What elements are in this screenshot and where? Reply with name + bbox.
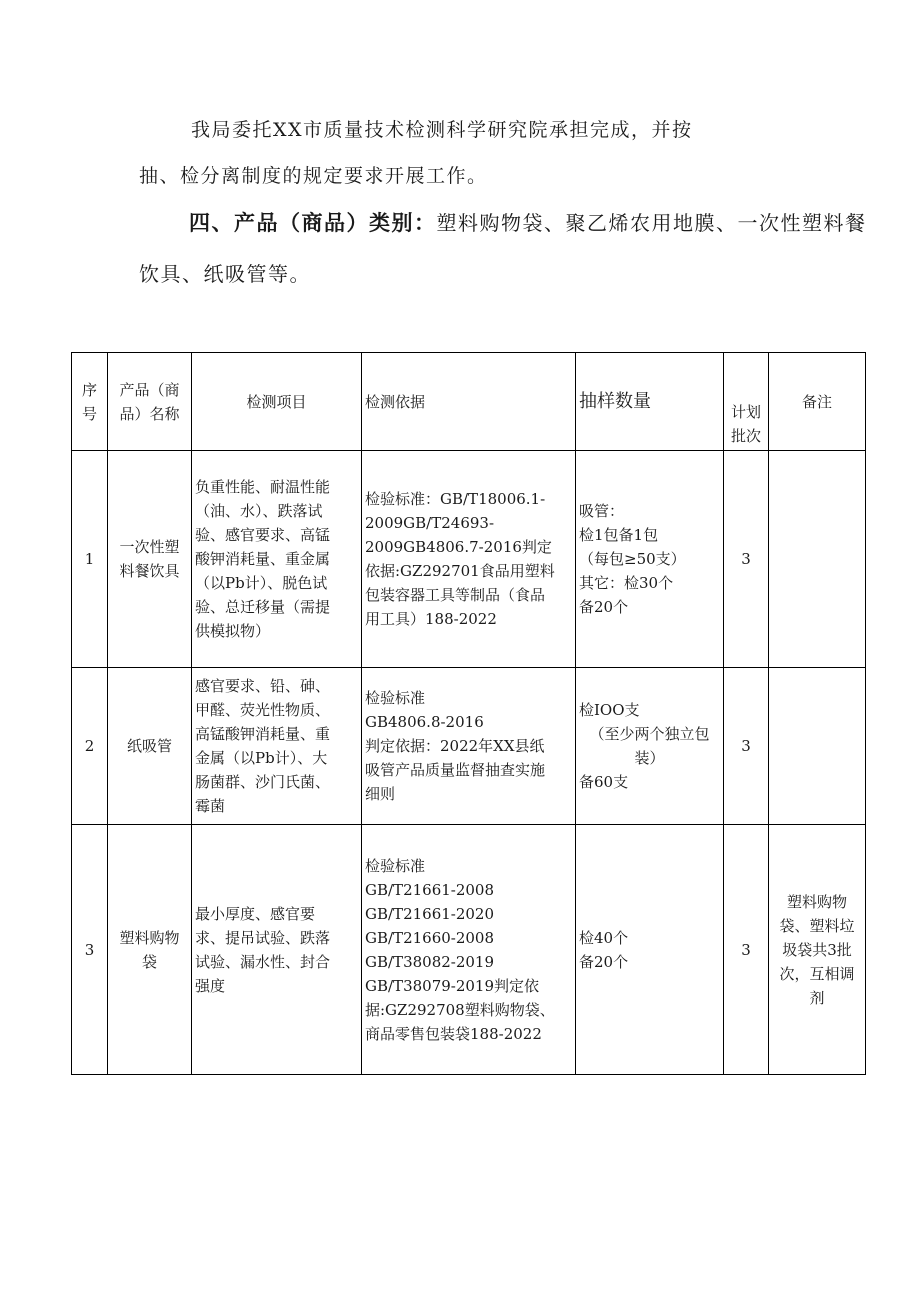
header-test-items: 检测项目 <box>192 353 362 451</box>
table-row <box>72 825 866 1075</box>
row-test-basis: 检验标准 GB4806.8-2016 判定依据：2022年XX县纸 吸管产品质量监督抽查实施 细则 <box>362 668 576 825</box>
row-test-basis: 检验标准 GB/T21661-2008 GB/T21661-2020 GB/T21660-2008 GB/T38082-2019 GB/T38079-2019判定依 据:GZ292708塑料购物袋、 商品零售包装袋188-2022 <box>362 825 576 1075</box>
table-row <box>72 451 866 668</box>
row-planned-batches: 3 <box>724 825 769 1075</box>
row-test-basis: 检验标准：GB/T18006.1- 2009GB/T24693- 2009GB4806.7-2016判定 依据:GZ292701食品用塑料 包装容器工具等制品（食品 用工具）188-2022 <box>362 451 576 668</box>
paragraph-line-1: 我局委托XX市质量技术检测科学研究院承担完成，并按 <box>191 119 693 141</box>
row-seq: 2 <box>72 668 108 825</box>
table-header-row <box>72 353 866 451</box>
row-sample-qty: 吸管： 检1包备1包 （每包≥50支） 其它：检30个 备20个 <box>576 451 724 668</box>
header-sample-qty: 抽样数量 <box>576 353 724 451</box>
section-text-line-1: 塑料购物袋、聚乙烯农用地膜、一次性塑料餐 <box>436 211 867 235</box>
inspection-table <box>71 352 866 1075</box>
row-seq: 1 <box>72 451 108 668</box>
row-sample-qty: 检40个 备20个 <box>576 825 724 1075</box>
header-planned-batches: 计划 批次 <box>724 353 769 451</box>
header-product-name: 产品（商 品）名称 <box>108 353 192 451</box>
row-planned-batches: 3 <box>724 451 769 668</box>
row-test-items: 负重性能、耐温性能 （油、水）、跌落试 验、感官要求、高锰 酸钾消耗量、重金属 （以Pb计）、脱色试 验、总迁移量（需提 供模拟物） <box>192 451 362 668</box>
header-seq: 序 号 <box>72 353 108 451</box>
row-seq: 3 <box>72 825 108 1075</box>
row-remarks <box>769 451 866 668</box>
row-sample-qty: 检IOO支 （至少两个独立包 装） 备60支 <box>576 668 724 825</box>
row-product-name: 纸吸管 <box>108 668 192 825</box>
row-test-items: 最小厚度、感官要 求、提吊试验、跌落 试验、漏水性、封合 强度 <box>192 825 362 1075</box>
row-product-name: 一次性塑 料餐饮具 <box>108 451 192 668</box>
section-heading-line <box>189 211 867 235</box>
row-planned-batches: 3 <box>724 668 769 825</box>
row-remarks <box>769 668 866 825</box>
section-text-line-2: 饮具、纸吸管等。 <box>139 262 311 286</box>
row-test-items: 感官要求、铅、砷、 甲醛、荧光性物质、 高锰酸钾消耗量、重 金属（以Pb计）、大 肠菌群、沙门氏菌、 霉菌 <box>192 668 362 825</box>
paragraph-line-2: 抽、检分离制度的规定要求开展工作。 <box>139 165 488 187</box>
header-remarks: 备注 <box>769 353 866 451</box>
table-row <box>72 668 866 825</box>
section-heading: 四、产品（商品）类别： <box>189 211 437 235</box>
row-remarks: 塑料购物 袋、塑料垃 圾袋共3批 次，互相调 剂 <box>769 825 866 1075</box>
header-test-basis: 检测依据 <box>362 353 576 451</box>
row-product-name: 塑料购物 袋 <box>108 825 192 1075</box>
